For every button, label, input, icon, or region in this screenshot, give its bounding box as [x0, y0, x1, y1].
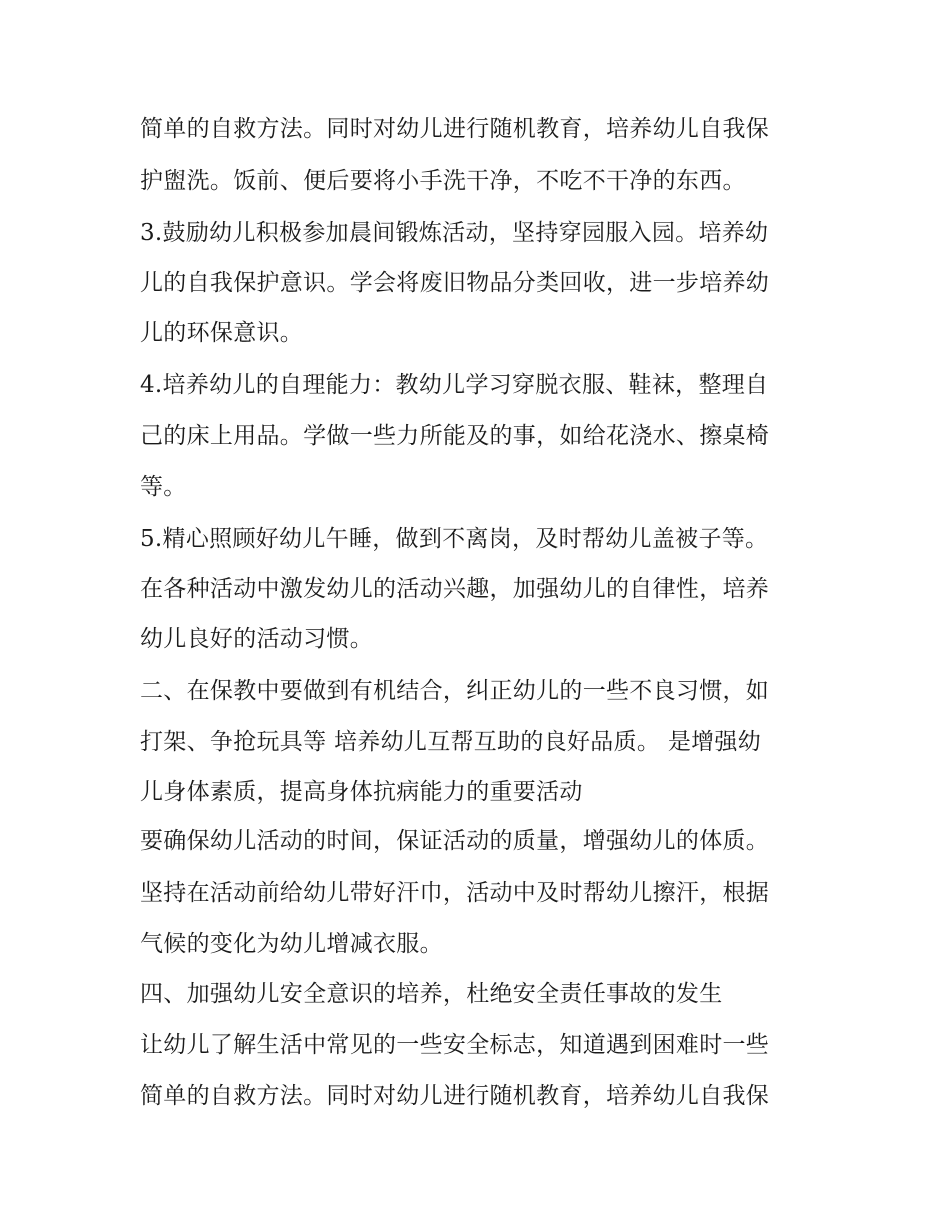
- text-line: 4.培养幼儿的自理能力：教幼儿学习穿脱衣服、鞋袜，整理自: [140, 372, 769, 398]
- text-line: 四、加强幼儿安全意识的培养，杜绝安全责任事故的发生: [140, 981, 723, 1007]
- text-line: 己的床上用品。学做一些力所能及的事，如给花浇水、擦桌椅: [140, 423, 770, 449]
- text-line: 要确保幼儿活动的时间，保证活动的质量，增强幼儿的体质。: [140, 828, 770, 854]
- text-line: 简单的自救方法。同时对幼儿进行随机教育，培养幼儿自我保: [140, 1083, 770, 1109]
- text-line: 气候的变化为幼儿增减衣服。: [140, 931, 443, 957]
- text-line: 等。: [140, 474, 187, 500]
- text-line: 儿的自我保护意识。学会将废旧物品分类回收，进一步培养幼: [140, 270, 770, 296]
- text-line: 打架、争抢玩具等 培养幼儿互帮互助的良好品质。 是增强幼: [140, 729, 762, 755]
- text-line: 幼儿良好的活动习惯。: [140, 626, 373, 652]
- text-line: 儿的环保意识。: [140, 320, 304, 346]
- text-line: 让幼儿了解生活中常见的一些安全标志，知道遇到困难时一些: [140, 1032, 770, 1058]
- text-line: 5.精心照顾好幼儿午睡，做到不离岗，及时帮幼儿盖被子等。: [140, 526, 769, 552]
- text-line: 坚持在活动前给幼儿带好汗巾，活动中及时帮幼儿擦汗，根据: [140, 880, 770, 906]
- text-line: 简单的自救方法。同时对幼儿进行随机教育，培养幼儿自我保: [140, 116, 770, 142]
- text-line: 二、在保教中要做到有机结合，纠正幼儿的一些不良习惯，如: [140, 678, 770, 704]
- text-line: 儿身体素质，提高身体抗病能力的重要活动: [140, 779, 583, 805]
- text-line: 在各种活动中激发幼儿的活动兴趣，加强幼儿的自律性，培养: [140, 576, 770, 602]
- text-line: 3.鼓励幼儿积极参加晨间锻炼活动，坚持穿园服入园。培养幼: [140, 220, 769, 246]
- text-line: 护盥洗。饭前、便后要将小手洗干净，不吃不干净的东西。: [140, 168, 746, 194]
